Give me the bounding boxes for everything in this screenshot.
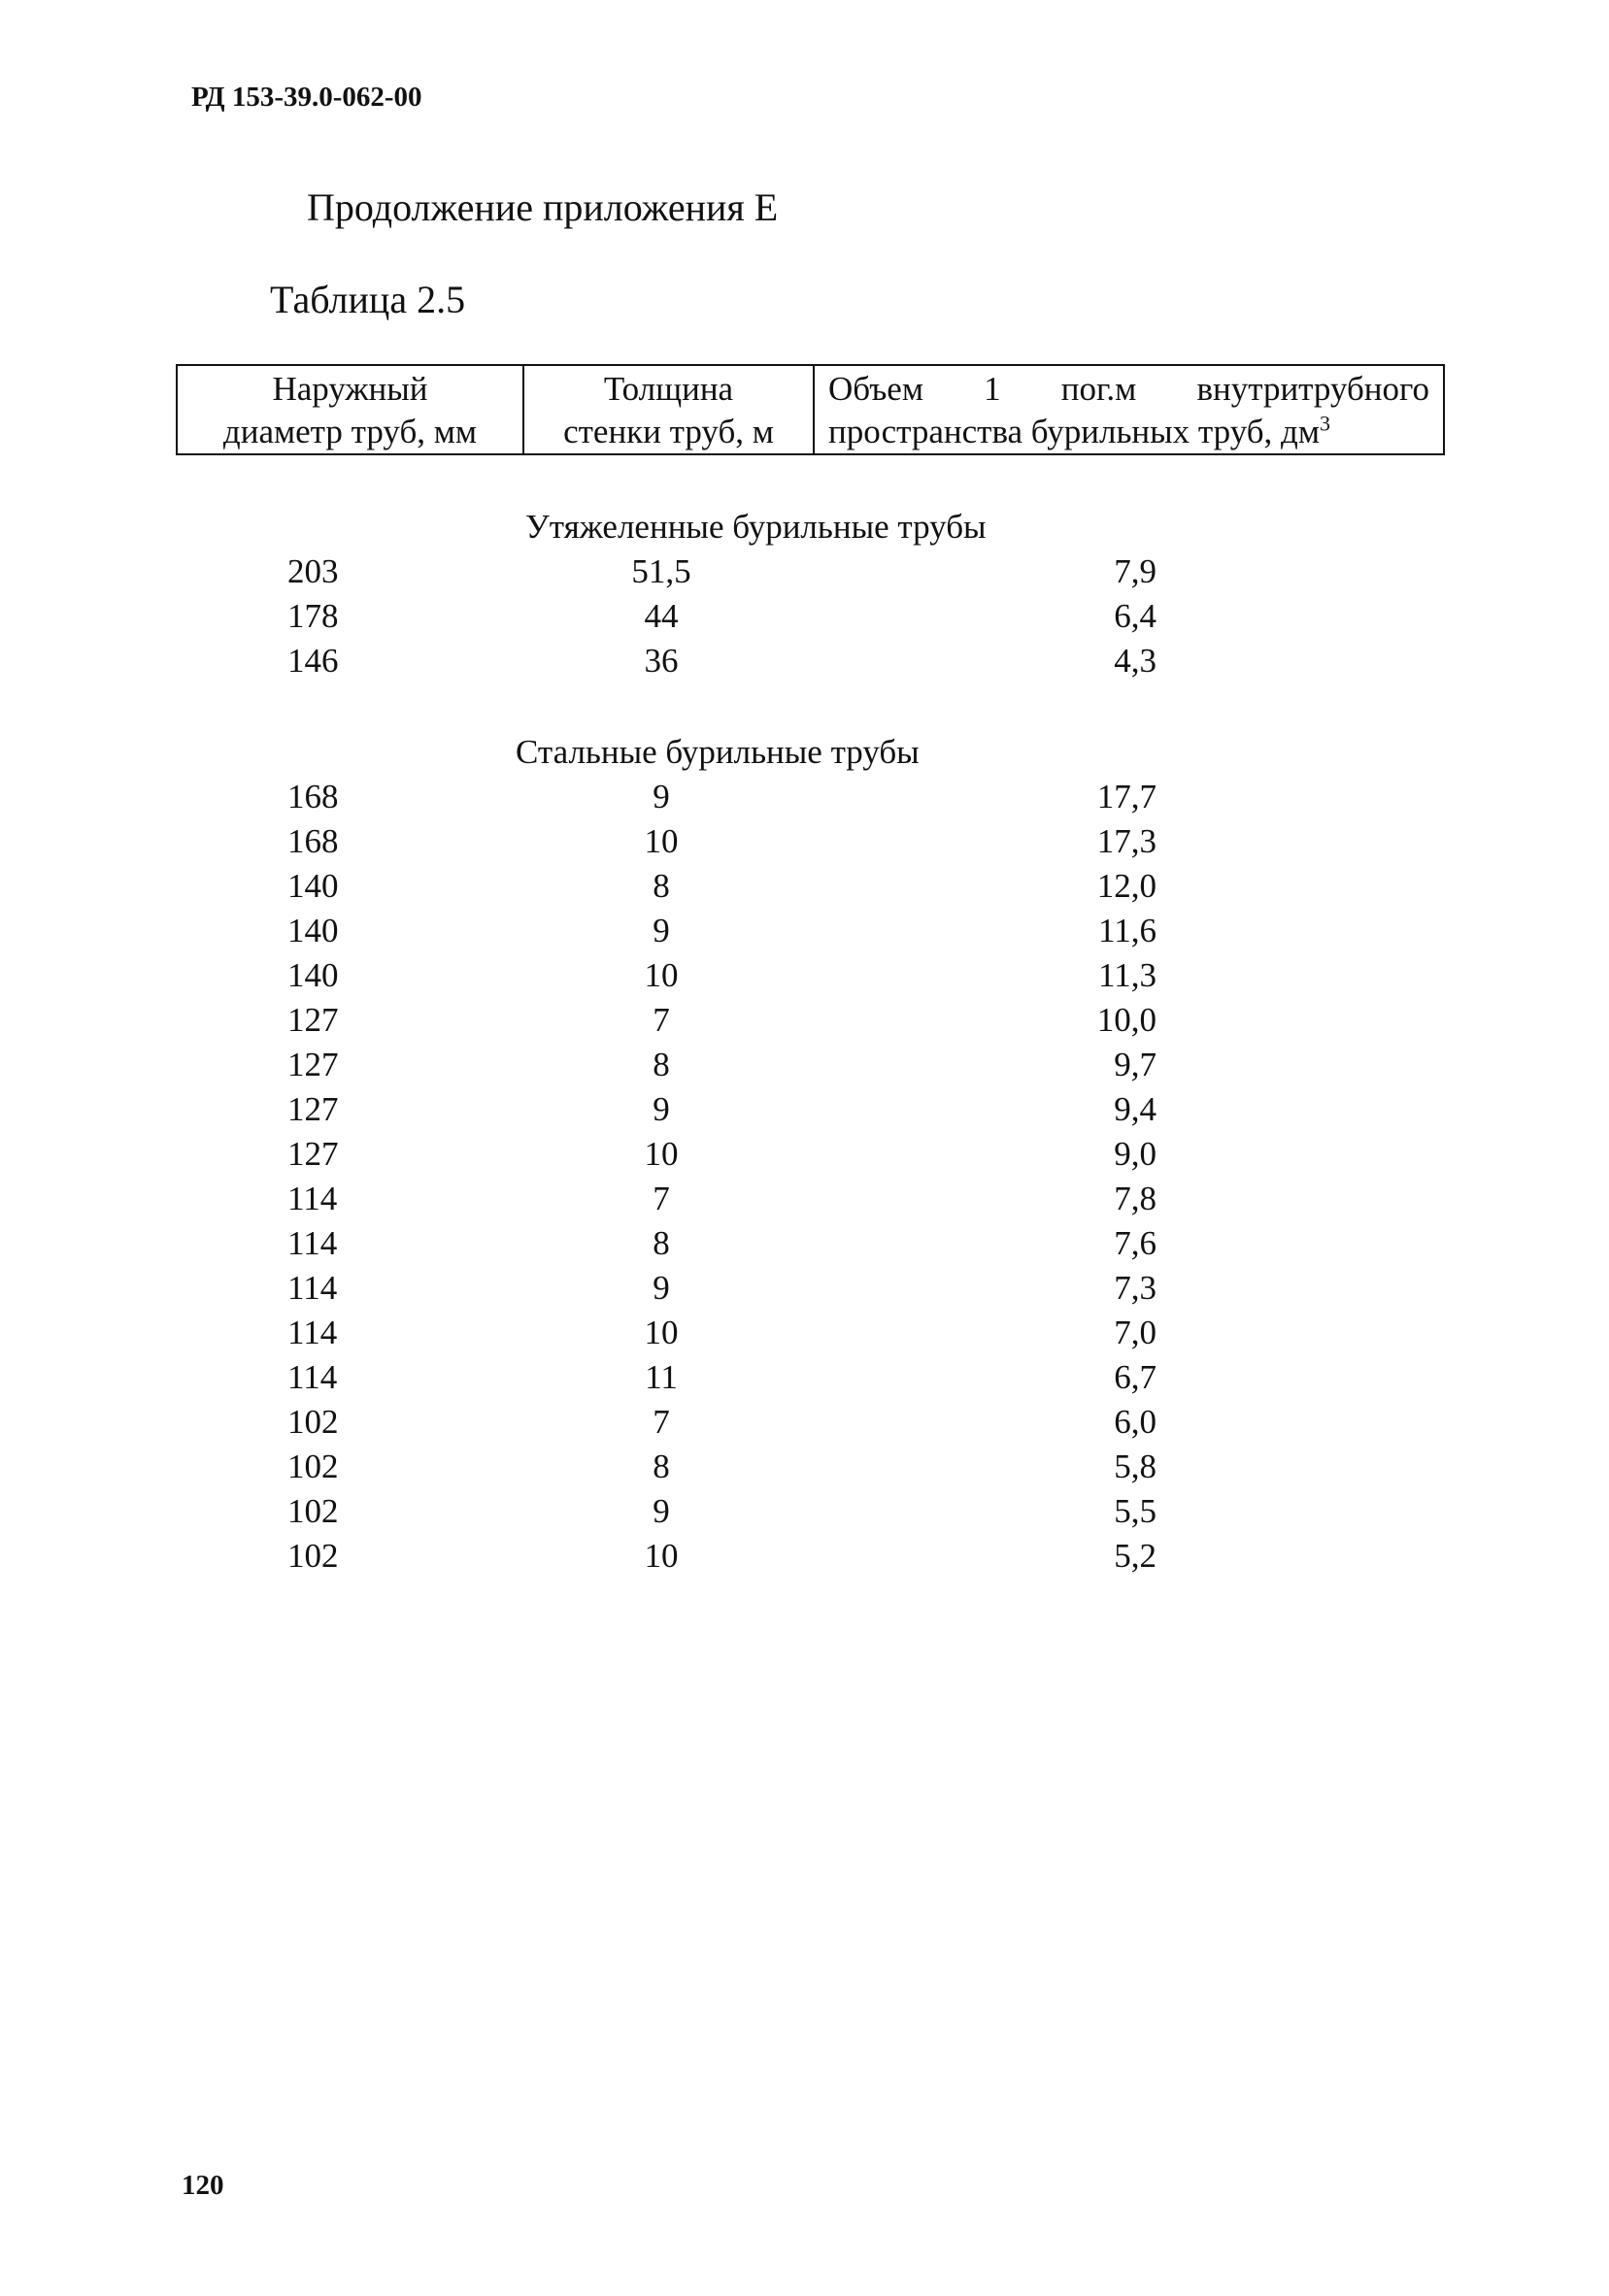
header-volume-word: Объем (828, 370, 923, 408)
cell-internal-volume-wrap (982, 1445, 1156, 1489)
cell-outer-diameter: 102 (287, 1492, 339, 1530)
table-row (176, 998, 1445, 1043)
section-title: Стальные бурильные трубы (516, 733, 920, 771)
cell-internal-volume-wrap (982, 819, 1156, 864)
cell-outer-diameter: 114 (287, 1180, 338, 1217)
cell-outer-diameter: 168 (287, 822, 339, 860)
cell-outer-diameter: 127 (287, 1046, 339, 1083)
cell-wall-thickness: 8 (653, 867, 670, 905)
cell-outer-diameter: 140 (287, 956, 339, 994)
cell-internal-volume-wrap (982, 1177, 1156, 1221)
cell-internal-volume: 11,3 (1098, 956, 1156, 994)
cell-wall-thickness: 7 (653, 1403, 670, 1441)
cell-internal-volume: 17,7 (1096, 778, 1156, 815)
section-title: Утяжеленные бурильные трубы (525, 508, 987, 546)
table-row (176, 639, 1445, 683)
cell-internal-volume-wrap (982, 998, 1156, 1043)
table-body (176, 505, 1445, 1579)
table-row (176, 1534, 1445, 1579)
cell-outer-diameter: 146 (287, 642, 339, 680)
cell-internal-volume-wrap (982, 1132, 1156, 1177)
cell-internal-volume-wrap (982, 1489, 1156, 1534)
table-header (176, 364, 1445, 455)
cell-wall-thickness: 11 (645, 1358, 678, 1396)
cell-internal-volume-wrap (982, 775, 1156, 819)
cell-internal-volume-wrap (982, 1221, 1156, 1266)
table-row (176, 1489, 1445, 1534)
cell-outer-diameter: 178 (287, 597, 339, 635)
cell-internal-volume: 17,3 (1096, 822, 1156, 860)
header-outer-diameter-line1: Наружный (272, 370, 428, 408)
cell-internal-volume-wrap (982, 639, 1156, 683)
cell-internal-volume-wrap (982, 864, 1156, 909)
cell-outer-diameter: 102 (287, 1403, 339, 1441)
cell-wall-thickness: 10 (644, 822, 679, 860)
header-wall-thickness-line1: Толщина (603, 370, 734, 408)
cell-outer-diameter: 114 (287, 1358, 338, 1396)
table-row (176, 819, 1445, 864)
cell-outer-diameter: 114 (287, 1269, 338, 1307)
cell-internal-volume: 5,8 (1114, 1447, 1156, 1485)
header-volume-one: 1 (984, 370, 1001, 408)
cell-wall-thickness: 8 (653, 1224, 670, 1262)
cell-wall-thickness: 8 (653, 1447, 670, 1485)
table-row (176, 1132, 1445, 1177)
header-wall-thickness (524, 366, 815, 453)
table-row (176, 775, 1445, 819)
table-row (176, 549, 1445, 594)
cell-wall-thickness: 8 (653, 1046, 670, 1083)
section-gap (176, 683, 1445, 730)
cell-wall-thickness: 10 (644, 1135, 679, 1173)
cell-outer-diameter: 168 (287, 778, 339, 815)
table-row (176, 864, 1445, 909)
cell-internal-volume: 7,3 (1114, 1269, 1156, 1307)
cell-wall-thickness: 9 (653, 1090, 670, 1128)
cell-wall-thickness: 9 (653, 912, 670, 949)
cell-internal-volume: 4,3 (1114, 642, 1156, 680)
cell-wall-thickness: 10 (644, 1537, 679, 1575)
cell-internal-volume-wrap (982, 1311, 1156, 1355)
cell-internal-volume-wrap (982, 594, 1156, 639)
cell-internal-volume: 6,4 (1114, 597, 1156, 635)
cell-internal-volume: 5,5 (1114, 1492, 1156, 1530)
cell-outer-diameter: 127 (287, 1090, 339, 1128)
header-volume-line2-text: пространства бурильных труб, дм (828, 413, 1320, 450)
cell-internal-volume-wrap (982, 1400, 1156, 1445)
document-code: РД 153-39.0-062-00 (191, 82, 422, 113)
page-number: 120 (182, 2170, 224, 2201)
cell-wall-thickness: 9 (653, 1492, 670, 1530)
continuation-heading: Продолжение приложения Е (307, 185, 779, 229)
cell-outer-diameter: 114 (287, 1314, 338, 1351)
cell-wall-thickness: 51,5 (631, 552, 691, 590)
cell-internal-volume-wrap (982, 1043, 1156, 1087)
table-row (176, 909, 1445, 953)
cell-internal-volume-wrap (982, 1087, 1156, 1132)
cell-wall-thickness: 10 (644, 1314, 679, 1351)
cell-internal-volume: 7,0 (1114, 1314, 1156, 1351)
cell-internal-volume-wrap (982, 549, 1156, 594)
cell-wall-thickness: 44 (644, 597, 679, 635)
table-title: Таблица 2.5 (270, 278, 466, 321)
table-row (176, 1087, 1445, 1132)
cell-internal-volume: 9,7 (1114, 1046, 1156, 1083)
table-row (176, 594, 1445, 639)
header-internal-volume-line1 (828, 368, 1429, 411)
cell-internal-volume: 7,9 (1114, 552, 1156, 590)
table-row (176, 1221, 1445, 1266)
cell-internal-volume-wrap (982, 1266, 1156, 1311)
cell-internal-volume: 10,0 (1096, 1001, 1156, 1039)
cell-wall-thickness: 7 (653, 1180, 670, 1217)
cell-wall-thickness: 9 (653, 1269, 670, 1307)
cell-outer-diameter: 127 (287, 1135, 339, 1173)
cell-outer-diameter: 102 (287, 1537, 339, 1575)
cell-outer-diameter: 102 (287, 1447, 339, 1485)
cell-outer-diameter: 127 (287, 1001, 339, 1039)
table-row (176, 1177, 1445, 1221)
cell-internal-volume-wrap (982, 909, 1156, 953)
cell-internal-volume: 12,0 (1096, 867, 1156, 905)
table-row (176, 1445, 1445, 1489)
cell-wall-thickness: 36 (644, 642, 679, 680)
header-wall-thickness-line2: стенки труб, м (563, 413, 774, 450)
header-internal-volume (815, 366, 1443, 453)
table-row (176, 1043, 1445, 1087)
header-outer-diameter (178, 366, 524, 453)
header-internal-volume-line2 (828, 411, 1429, 453)
cell-internal-volume: 6,7 (1114, 1358, 1156, 1396)
cell-internal-volume: 9,0 (1114, 1135, 1156, 1173)
cell-internal-volume: 7,8 (1114, 1180, 1156, 1217)
header-volume-internal: внутритрубного (1196, 370, 1429, 408)
table-row (176, 1266, 1445, 1311)
cell-internal-volume: 5,2 (1114, 1537, 1156, 1575)
cell-wall-thickness: 10 (644, 956, 679, 994)
table-row (176, 953, 1445, 998)
header-outer-diameter-line2: диаметр труб, мм (222, 413, 478, 450)
cell-internal-volume-wrap (982, 953, 1156, 998)
header-volume-superscript: 3 (1320, 411, 1330, 436)
cell-internal-volume: 11,6 (1098, 912, 1156, 949)
header-volume-unit: пог.м (1060, 370, 1137, 408)
cell-outer-diameter: 140 (287, 867, 339, 905)
cell-internal-volume: 6,0 (1114, 1403, 1156, 1441)
cell-outer-diameter: 114 (287, 1224, 338, 1262)
table-row (176, 1400, 1445, 1445)
cell-outer-diameter: 203 (287, 552, 339, 590)
cell-internal-volume: 9,4 (1114, 1090, 1156, 1128)
table-row (176, 1311, 1445, 1355)
table-row (176, 1355, 1445, 1400)
cell-internal-volume: 7,6 (1114, 1224, 1156, 1262)
cell-outer-diameter: 140 (287, 912, 339, 949)
cell-internal-volume-wrap (982, 1534, 1156, 1579)
cell-wall-thickness: 9 (653, 778, 670, 815)
cell-internal-volume-wrap (982, 1355, 1156, 1400)
cell-wall-thickness: 7 (653, 1001, 670, 1039)
